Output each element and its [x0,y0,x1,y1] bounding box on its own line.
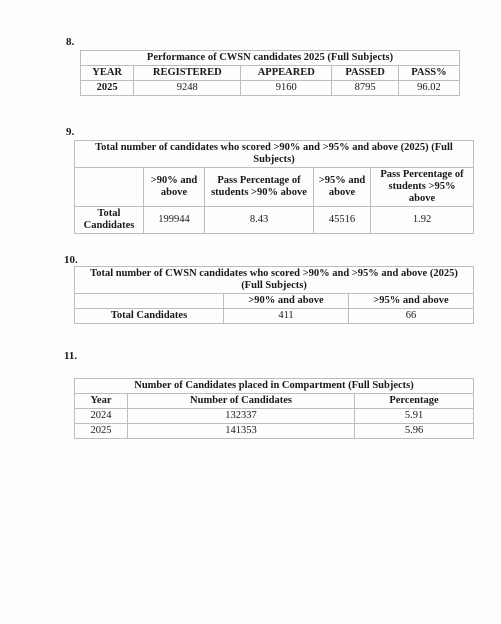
year-cell: 2025 [75,424,128,439]
above-95-percentage: 1.92 [371,207,474,234]
column-header [75,294,224,309]
table-row [75,309,474,324]
percentage-cell: 5.96 [355,424,474,439]
column-header: APPEARED [241,66,332,81]
column-header: PASSED [332,66,399,81]
candidates-cell: 141353 [128,424,355,439]
column-header: >95% and above [314,168,371,207]
column-header: Percentage [355,394,474,409]
above-90-count: 411 [224,309,349,324]
appeared-cell: 9160 [241,81,332,96]
high-scorers-table [74,140,474,234]
section-number: 10. [64,254,78,266]
year-cell: 2025 [81,81,134,96]
passed-cell: 8795 [332,81,399,96]
row-label: Total Candidates [75,207,144,234]
pass-percent-cell: 96.02 [398,81,459,96]
registered-cell: 9248 [134,81,241,96]
column-header: Year [75,394,128,409]
section-number: 9. [66,126,75,138]
column-header: >90% and above [144,168,205,207]
above-90-count: 199944 [144,207,205,234]
section-number: 11. [64,350,78,362]
table-row [75,424,474,439]
table-title: Total number of CWSN candidates who scored >90% and >95% and above (2025) (Full Subjects) [75,267,474,294]
column-header: YEAR [81,66,134,81]
table-row [75,409,474,424]
above-95-count: 66 [349,309,474,324]
column-header: >90% and above [224,294,349,309]
table-title: Number of Candidates placed in Compartment (Full Subjects) [75,379,474,394]
column-header: REGISTERED [134,66,241,81]
section-number: 8. [66,36,75,48]
column-header: >95% and above [349,294,474,309]
above-95-count: 45516 [314,207,371,234]
table-title: Performance of CWSN candidates 2025 (Full Subjects) [81,51,460,66]
compartment-table [74,378,474,439]
candidates-cell: 132337 [128,409,355,424]
cwsn-performance-table [80,50,460,96]
cwsn-high-scorers-table [74,266,474,324]
table-row [75,207,474,234]
table-row [81,81,460,96]
column-header: Pass Percentage of students >90% above [205,168,314,207]
row-label: Total Candidates [75,309,224,324]
percentage-cell: 5.91 [355,409,474,424]
column-header: Number of Candidates [128,394,355,409]
year-cell: 2024 [75,409,128,424]
column-header: Pass Percentage of students >95% above [371,168,474,207]
column-header [75,168,144,207]
column-header: PASS% [398,66,459,81]
above-90-percentage: 8.43 [205,207,314,234]
table-title: Total number of candidates who scored >90% and >95% and above (2025) (Full Subjects) [75,141,474,168]
